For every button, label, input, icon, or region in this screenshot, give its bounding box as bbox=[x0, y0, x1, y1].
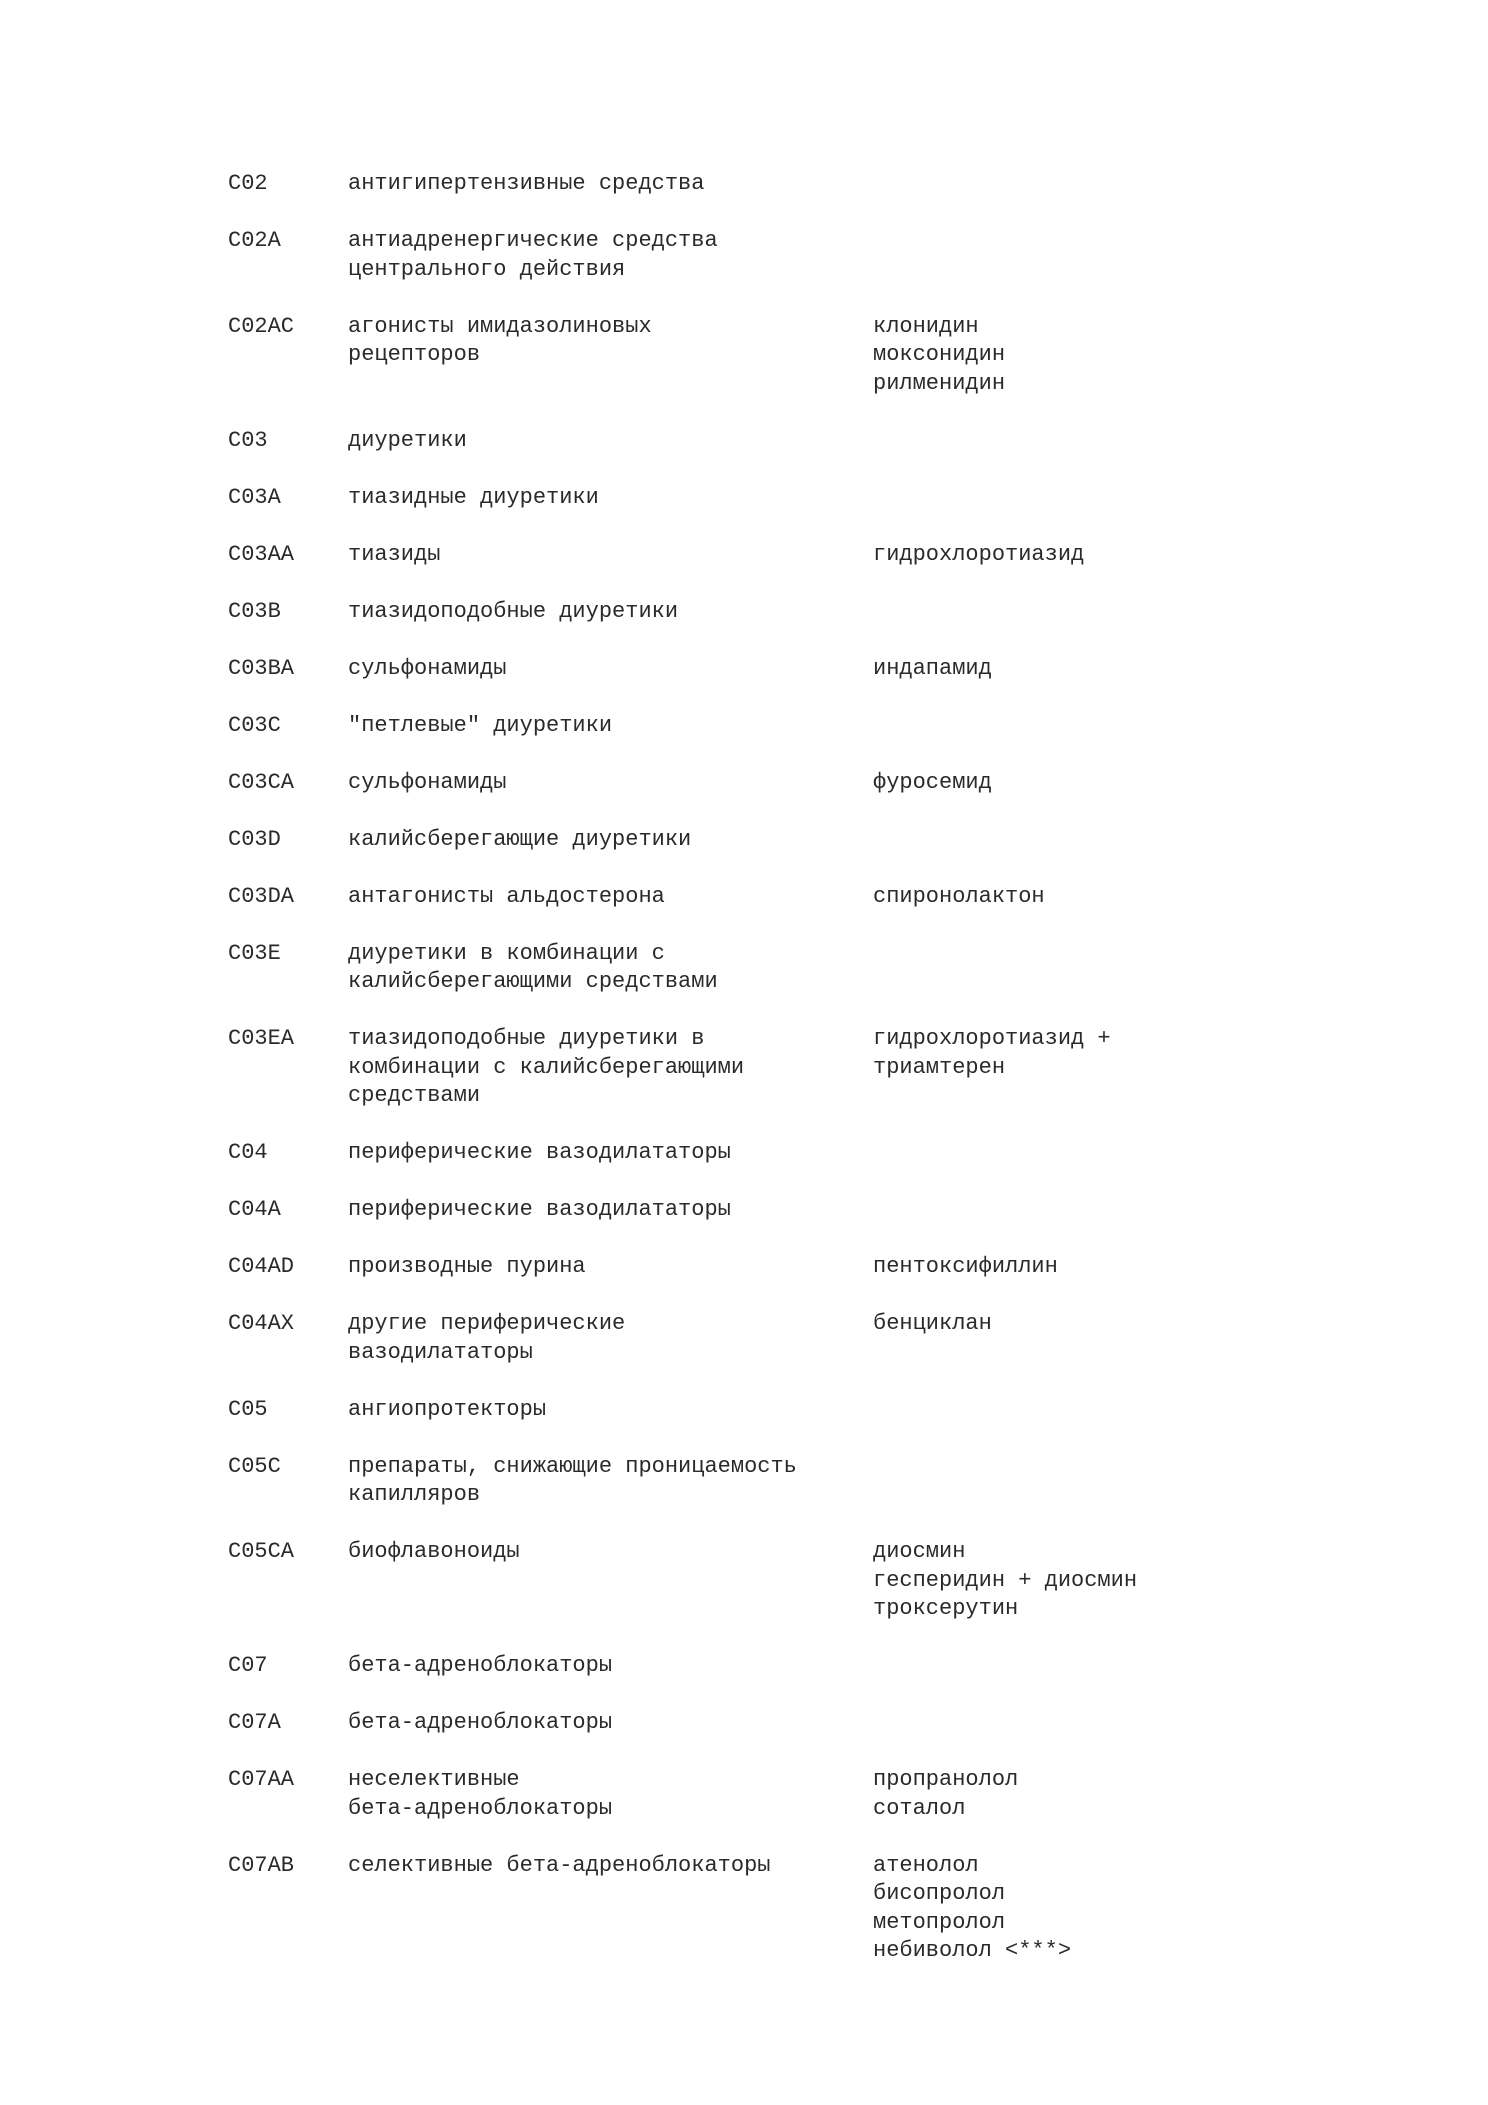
atc-code: C02A bbox=[228, 228, 281, 253]
description-line: центрального действия bbox=[348, 256, 626, 282]
description-line: вазодилататоры bbox=[348, 1339, 533, 1365]
description-line: бета-адреноблокаторы bbox=[348, 1653, 613, 1678]
atc-code: C02AC bbox=[228, 313, 295, 339]
atc-code: C03BA bbox=[228, 655, 295, 681]
group-description bbox=[348, 826, 873, 855]
table-row bbox=[228, 1766, 1228, 1823]
group-description bbox=[348, 1310, 873, 1367]
atc-code: C03C bbox=[228, 712, 281, 738]
group-description bbox=[348, 1652, 873, 1681]
group-description bbox=[348, 1453, 873, 1510]
table-row bbox=[228, 1253, 1228, 1282]
atc-code: C07 bbox=[228, 1653, 268, 1678]
atc-code: C03E bbox=[228, 940, 281, 966]
table-row bbox=[228, 1852, 1228, 1966]
description-line: периферические вазодилататоры bbox=[348, 1140, 731, 1165]
table-row bbox=[228, 1310, 1228, 1367]
drug-name: троксерутин bbox=[873, 1596, 1019, 1621]
description-line: сульфонамиды bbox=[348, 769, 507, 795]
atc-code: C05CA bbox=[228, 1539, 295, 1564]
drug-name: диосмин bbox=[873, 1539, 966, 1564]
group-description bbox=[348, 1396, 873, 1425]
description-line: рецепторов bbox=[348, 342, 481, 367]
atc-code: C04AX bbox=[228, 1311, 295, 1336]
table-row bbox=[228, 883, 1228, 912]
description-line: комбинации с калийсберегающими bbox=[348, 1054, 745, 1080]
group-description bbox=[348, 427, 873, 456]
table-row bbox=[228, 1139, 1228, 1168]
group-description bbox=[348, 484, 873, 513]
drug-list bbox=[873, 769, 1228, 798]
group-description bbox=[348, 940, 873, 997]
table-row bbox=[228, 484, 1228, 513]
drug-list bbox=[873, 1766, 1228, 1823]
drug-name: фуросемид bbox=[873, 769, 992, 795]
group-description bbox=[348, 227, 873, 284]
description-line: капилляров bbox=[348, 1482, 481, 1507]
group-description bbox=[348, 1025, 873, 1111]
table-row bbox=[228, 712, 1228, 741]
table-row bbox=[228, 598, 1228, 627]
description-line: диуретики в комбинации с bbox=[348, 940, 665, 966]
atc-code: C03AA bbox=[228, 541, 295, 567]
group-description bbox=[348, 655, 873, 684]
description-line: "петлевые" диуретики bbox=[348, 712, 613, 738]
table-row bbox=[228, 1652, 1228, 1681]
table-row bbox=[228, 826, 1228, 855]
description-line: антагонисты альдостерона bbox=[348, 883, 665, 909]
table-row bbox=[228, 1709, 1228, 1738]
atc-code: C04A bbox=[228, 1197, 281, 1222]
atc-code: C05 bbox=[228, 1396, 268, 1422]
table-row bbox=[228, 541, 1228, 570]
atc-code: C04 bbox=[228, 1140, 268, 1165]
drug-name: пентоксифиллин bbox=[873, 1254, 1058, 1279]
drug-list bbox=[873, 1025, 1228, 1082]
description-line: антиадренергические средства bbox=[348, 228, 718, 253]
description-line: агонисты имидазолиновых bbox=[348, 313, 652, 339]
table-row bbox=[228, 227, 1228, 284]
drug-name: триамтерен bbox=[873, 1054, 1006, 1080]
drug-name: небиволол <***> bbox=[873, 1938, 1072, 1963]
atc-code: C03CA bbox=[228, 769, 295, 795]
group-description bbox=[348, 1709, 873, 1738]
description-line: ангиопротекторы bbox=[348, 1396, 547, 1422]
description-line: тиазиды bbox=[348, 541, 441, 567]
group-description bbox=[348, 313, 873, 370]
description-line: биофлавоноиды bbox=[348, 1539, 520, 1564]
table-row bbox=[228, 313, 1228, 399]
group-description bbox=[348, 1253, 873, 1282]
atc-code: C05C bbox=[228, 1453, 281, 1479]
drug-name: метопролол bbox=[873, 1909, 1006, 1935]
atc-code: C03A bbox=[228, 484, 281, 510]
description-line: средствами bbox=[348, 1083, 481, 1108]
description-line: производные пурина bbox=[348, 1254, 586, 1279]
atc-code: C03 bbox=[228, 427, 268, 453]
drug-name: атенолол bbox=[873, 1852, 979, 1878]
atc-code: C04AD bbox=[228, 1254, 295, 1279]
drug-name: бенциклан bbox=[873, 1311, 992, 1336]
group-description bbox=[348, 712, 873, 741]
description-line: бета-адреноблокаторы bbox=[348, 1710, 613, 1735]
drug-name: индапамид bbox=[873, 655, 992, 681]
drug-name: бисопролол bbox=[873, 1881, 1006, 1906]
table-row bbox=[228, 1538, 1228, 1624]
group-description bbox=[348, 1852, 873, 1881]
drug-name: гидрохлоротиазид bbox=[873, 541, 1085, 567]
drug-list bbox=[873, 1253, 1228, 1282]
group-description bbox=[348, 1766, 873, 1823]
group-description bbox=[348, 1538, 873, 1567]
table-row bbox=[228, 769, 1228, 798]
description-line: неселективные bbox=[348, 1767, 520, 1792]
description-line: тиазидоподобные диуретики bbox=[348, 598, 679, 624]
drug-name: спиронолактон bbox=[873, 883, 1045, 909]
atc-code: C03DA bbox=[228, 883, 295, 909]
description-line: калийсберегающими средствами bbox=[348, 969, 718, 994]
atc-code: C07A bbox=[228, 1710, 281, 1735]
table-row bbox=[228, 1396, 1228, 1425]
drug-list bbox=[873, 1852, 1228, 1966]
atc-classification-table bbox=[228, 170, 1228, 1994]
drug-name: моксонидин bbox=[873, 342, 1006, 367]
drug-name: гесперидин + диосмин bbox=[873, 1567, 1138, 1593]
drug-list bbox=[873, 883, 1228, 912]
table-row bbox=[228, 1196, 1228, 1225]
description-line: тиазидоподобные диуретики в bbox=[348, 1026, 705, 1051]
description-line: антигипертензивные средства bbox=[348, 171, 705, 196]
group-description bbox=[348, 769, 873, 798]
table-row bbox=[228, 170, 1228, 199]
group-description bbox=[348, 1196, 873, 1225]
drug-name: гидрохлоротиазид + bbox=[873, 1026, 1111, 1051]
drug-name: соталол bbox=[873, 1795, 966, 1821]
description-line: препараты, снижающие проницаемость bbox=[348, 1453, 797, 1479]
group-description bbox=[348, 541, 873, 570]
description-line: тиазидные диуретики bbox=[348, 484, 599, 510]
table-row bbox=[228, 1453, 1228, 1510]
atc-code: C02 bbox=[228, 171, 268, 196]
table-row bbox=[228, 655, 1228, 684]
atc-code: C07AB bbox=[228, 1852, 295, 1878]
drug-list bbox=[873, 313, 1228, 399]
drug-list bbox=[873, 655, 1228, 684]
table-row bbox=[228, 940, 1228, 997]
table-row bbox=[228, 427, 1228, 456]
drug-name: клонидин bbox=[873, 313, 979, 339]
description-line: бета-адреноблокаторы bbox=[348, 1795, 613, 1821]
table-row bbox=[228, 1025, 1228, 1111]
description-line: селективные бета-адреноблокаторы bbox=[348, 1852, 771, 1878]
atc-code: C07AA bbox=[228, 1767, 295, 1792]
drug-list bbox=[873, 1538, 1228, 1624]
atc-code: C03D bbox=[228, 826, 281, 852]
description-line: периферические вазодилататоры bbox=[348, 1197, 731, 1222]
drug-name: рилменидин bbox=[873, 370, 1006, 396]
drug-name: пропранолол bbox=[873, 1767, 1019, 1792]
drug-list bbox=[873, 541, 1228, 570]
description-line: калийсберегающие диуретики bbox=[348, 826, 692, 852]
description-line: диуретики bbox=[348, 427, 467, 453]
group-description bbox=[348, 170, 873, 199]
group-description bbox=[348, 883, 873, 912]
description-line: сульфонамиды bbox=[348, 655, 507, 681]
drug-list bbox=[873, 1310, 1228, 1339]
group-description bbox=[348, 1139, 873, 1168]
atc-code: C03EA bbox=[228, 1026, 295, 1051]
group-description bbox=[348, 598, 873, 627]
atc-code: C03B bbox=[228, 598, 281, 624]
description-line: другие периферические bbox=[348, 1311, 626, 1336]
